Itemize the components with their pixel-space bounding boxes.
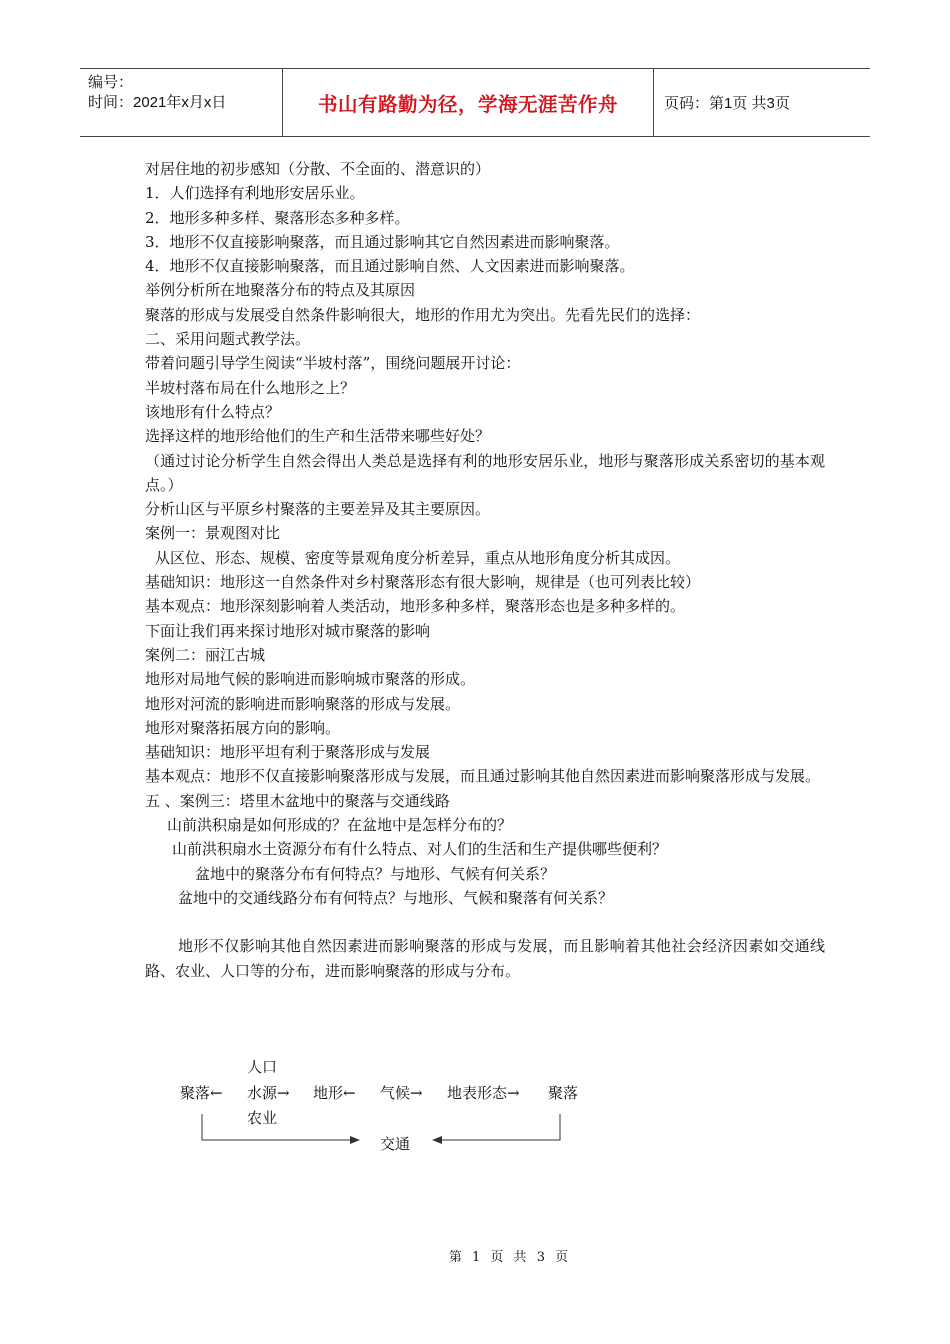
- paragraph: 下面让我们再来探讨地形对城市聚落的影响: [145, 621, 431, 640]
- paragraph: 带着问题引导学生阅读“半坡村落”，围绕问题展开讨论：: [145, 354, 521, 373]
- paragraph: 盆地中的聚落分布有何特点？与地形、气候有何关系？: [195, 864, 556, 883]
- paragraph: 基本观点：地形深刻影响着人类活动，地形多种多样，聚落形态也是多种多样的。: [145, 597, 686, 616]
- relationship-diagram: [170, 1052, 610, 1162]
- page-footer: 第 1 页 共 3 页: [448, 1250, 572, 1265]
- document-body: [145, 157, 825, 983]
- paragraph: 案例二：丽江古城: [145, 645, 266, 664]
- paragraph: 半坡村落布局在什么地形之上？: [145, 378, 356, 397]
- diagram-transport: 交通: [380, 1135, 411, 1153]
- doc-number-label: 编号：: [88, 74, 134, 91]
- paragraph: 案例一：景观图对比: [145, 524, 281, 543]
- paragraph: 2．地形多种多样、聚落形态多种多样。: [145, 208, 410, 227]
- paragraph: 选择这样的地形给他们的生产和生活带来哪些好处？: [145, 427, 491, 446]
- header-meta: [80, 69, 282, 136]
- diagram-water: 水源→: [247, 1084, 290, 1102]
- paragraph: 该地形有什么特点？: [145, 402, 281, 421]
- arrow-right-icon: [350, 1136, 360, 1144]
- paragraph: 分析山区与平原乡村聚落的主要差异及其主要原因。: [145, 500, 491, 519]
- paragraph: 二、采用问题式教学法。: [145, 330, 311, 349]
- header-motto: 书山有路勤为径，学海无涯苦作舟: [282, 69, 654, 136]
- page-header: [80, 68, 870, 137]
- paragraph: （通过讨论分析学生自然会得出人类总是选择有利的地形安居乐业，地形与聚落形成关系密切的基本观点。）: [145, 451, 825, 494]
- connector-left-line: [202, 1114, 358, 1140]
- paragraph: 基础知识：地形平坦有利于聚落形成与发展: [145, 743, 431, 762]
- paragraph: 1．人们选择有利地形安居乐业。: [145, 184, 365, 203]
- paragraph: 3．地形不仅直接影响聚落，而且通过影响其它自然因素进而影响聚落。: [145, 232, 620, 251]
- paragraph: 盆地中的交通线路分布有何特点？与地形、气候和聚落有何关系？: [178, 888, 614, 907]
- paragraph: 地形对局地气候的影响进而影响城市聚落的形成。: [145, 670, 476, 689]
- paragraph: 五 、案例三：塔里木盆地中的聚落与交通线路: [145, 791, 450, 810]
- paragraph: 从区位、形态、规模、密度等景观角度分析差异，重点从地形角度分析其成因。: [155, 548, 681, 567]
- paragraph: 基本观点：地形不仅直接影响聚落形成与发展，而且通过影响其他自然因素进而影响聚落形成与发展。: [145, 767, 821, 786]
- paragraph: 山前洪积扇水土资源分布有什么特点、对人们的生活和生产提供哪些便利？: [172, 840, 668, 859]
- paragraph: 地形对聚落拓展方向的影响。: [145, 718, 341, 737]
- diagram-terrain: 地形←: [313, 1084, 356, 1102]
- diagram-surface: 地表形态→: [447, 1084, 520, 1102]
- diagram-settlement-left: 聚落←: [180, 1084, 223, 1102]
- paragraph: 4．地形不仅直接影响聚落，而且通过影响自然、人文因素进而影响聚落。: [145, 257, 635, 276]
- arrow-left-icon: [432, 1136, 442, 1144]
- paragraph: 地形不仅影响其他自然因素进而影响聚落的形成与发展，而且影响着其他社会经济因素如交通线路、农业、人口等的分布，进而影响聚落的形成与分布。: [145, 937, 825, 980]
- diagram-climate: 气候→: [380, 1084, 423, 1102]
- paragraph: 对居住地的初步感知（分散、不全面的、潜意识的）: [145, 160, 491, 178]
- paragraph: 地形对河流的影响进而影响聚落的形成与发展。: [145, 694, 461, 713]
- diagram-agriculture: 农业: [247, 1109, 278, 1127]
- doc-time-label: 时间：2021年x月x日: [88, 94, 227, 111]
- diagram-population: 人口: [247, 1058, 278, 1076]
- header-page-label: 页码：第1页 共3页: [664, 95, 790, 112]
- paragraph: 山前洪积扇是如何形成的？在盆地中是怎样分布的？: [167, 816, 513, 835]
- connector-right-line: [436, 1114, 560, 1140]
- diagram-connectors: [170, 1052, 610, 1162]
- paragraph: 聚落的形成与发展受自然条件影响很大，地形的作用尤为突出。先看先民们的选择：: [145, 305, 701, 324]
- diagram-settlement-right: 聚落: [548, 1084, 579, 1102]
- paragraph: 举例分析所在地聚落分布的特点及其原因: [145, 281, 416, 300]
- paragraph: 基础知识：地形这一自然条件对乡村聚落形态有很大影响，规律是（也可列表比较）: [145, 573, 701, 592]
